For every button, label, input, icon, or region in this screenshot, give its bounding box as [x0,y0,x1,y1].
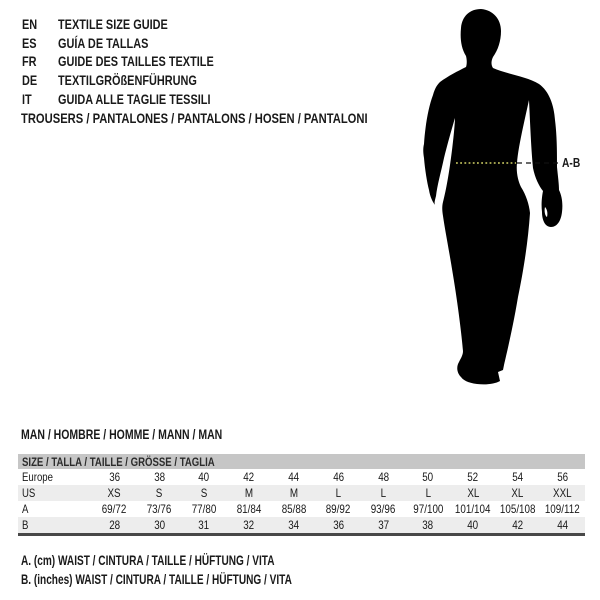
table-cell [271,486,316,500]
row-label [18,518,92,532]
cell-text: L [425,486,431,500]
cell-text: 93/96 [370,502,396,516]
cell-text: XXL [553,486,572,500]
cell-text: 81/84 [236,502,262,516]
row-label [18,502,92,516]
table-cell [495,518,540,532]
table-cell [182,486,227,500]
table-cell [137,502,182,516]
cell-text: 77/80 [191,502,217,516]
cell-text: 101/104 [455,502,491,516]
cell-text: 40 [198,470,210,484]
cell-text: 89/92 [326,502,351,516]
table-cell [406,502,451,516]
table-cell [406,518,451,532]
table-cell [361,470,406,484]
language-label: TEXTILE SIZE GUIDE [58,16,168,33]
language-code: DE [22,72,38,89]
table-cell [406,486,451,500]
cell-text: 36 [332,518,344,532]
cell-text: 48 [377,470,389,484]
table-cell [540,470,585,484]
table-cell [451,518,496,532]
table-cell [271,502,316,516]
size-table-header [18,454,585,469]
table-cell [182,502,227,516]
table-cell [92,486,137,500]
table-cell [137,470,182,484]
table-cell [451,486,496,500]
table-cell [451,470,496,484]
measure-label: A-B [562,155,581,170]
cell-text: 46 [332,470,344,484]
language-label: GUIDE DES TAILLES TEXTILE [58,53,214,70]
cell-text: 32 [243,518,255,532]
cell-text: 69/72 [102,502,127,516]
cell-text: 85/88 [281,502,306,516]
table-cell [316,486,361,500]
table-cell [226,518,271,532]
cell-text: 40 [467,518,479,532]
cell-text: 44 [288,470,300,484]
row-label [18,470,92,484]
table-cell [137,518,182,532]
measure-note: A. (cm) WAIST / CINTURA / TAILLE / HÜFTUNG / VITA [21,552,275,569]
cell-text: 73/76 [146,502,172,516]
table-cell [540,518,585,532]
table-cell [137,486,182,500]
cell-text: 37 [377,518,389,532]
table-cell [495,486,540,500]
cell-text: 30 [153,518,165,532]
table-cell [361,486,406,500]
table-cell [92,518,137,532]
size-table-rows [18,469,585,533]
table-cell [540,502,585,516]
table-cell [361,502,406,516]
row-label-text: US [22,486,36,500]
table-cell [182,470,227,484]
cell-text: XS [107,486,121,500]
cell-text: 42 [512,518,524,532]
row-label-text: A [22,502,29,516]
cell-text: XL [511,486,524,500]
table-cell [226,470,271,484]
section-title: MAN / HOMBRE / HOMME / MANN / MAN [21,426,223,442]
row-label [18,486,92,500]
cell-text: 38 [153,470,165,484]
language-label: GUÍA DE TALLAS [58,34,149,51]
size-table-header-text: SIZE / TALLA / TAILLE / GRÖSSE / TAGLIA [22,454,215,469]
cell-text: 109/112 [545,502,580,516]
language-label: TEXTILGRÖßENFÜHRUNG [58,72,197,89]
table-row [18,485,585,501]
cell-text: L [335,486,342,500]
cell-text: S [200,486,208,500]
cell-text: 34 [288,518,300,532]
size-table [18,454,585,536]
cell-text: L [380,486,387,500]
language-code: EN [22,16,38,33]
language-code: IT [22,90,32,107]
cell-text: 105/108 [499,502,536,516]
row-label-text: Europe [22,470,53,484]
measure-note: B. (inches) WAIST / CINTURA / TAILLE / HÜFTUNG / VITA [21,570,292,587]
table-cell [451,502,496,516]
cell-text: S [155,486,163,500]
table-row [18,517,585,533]
cell-text: 36 [108,470,120,484]
table-cell [316,518,361,532]
table-cell [495,470,540,484]
cell-text: 42 [243,470,255,484]
garment-title: TROUSERS / PANTALONES / PANTALONS / HOSEN / PANTALONI [21,110,368,126]
row-label-text: B [22,518,29,532]
cell-text: 44 [557,518,569,532]
language-label: GUIDA ALLE TAGLIE TESSILI [58,90,211,107]
table-cell [92,470,137,484]
table-cell [540,486,585,500]
cell-text: 56 [557,470,569,484]
cell-text: M [244,486,253,500]
cell-text: 54 [512,470,524,484]
table-cell [92,502,137,516]
cell-text: 38 [422,518,434,532]
table-cell [495,502,540,516]
table-cell [271,518,316,532]
cell-text: 31 [198,518,210,532]
table-cell [226,486,271,500]
cell-text: 28 [108,518,120,532]
measure-notes [21,551,397,588]
table-cell [182,518,227,532]
cell-text: 97/100 [413,502,444,516]
cell-text: M [289,486,298,500]
cell-text: XL [466,486,479,500]
table-row [18,501,585,517]
table-cell [406,470,451,484]
table-cell [361,518,406,532]
cell-text: 52 [467,470,479,484]
table-cell [271,470,316,484]
table-row [18,469,585,485]
table-cell [226,502,271,516]
table-cell [316,470,361,484]
table-cell [316,502,361,516]
man-silhouette-shape [423,9,562,384]
cell-text: 50 [422,470,434,484]
language-code: ES [22,34,37,51]
language-code: FR [22,53,37,70]
